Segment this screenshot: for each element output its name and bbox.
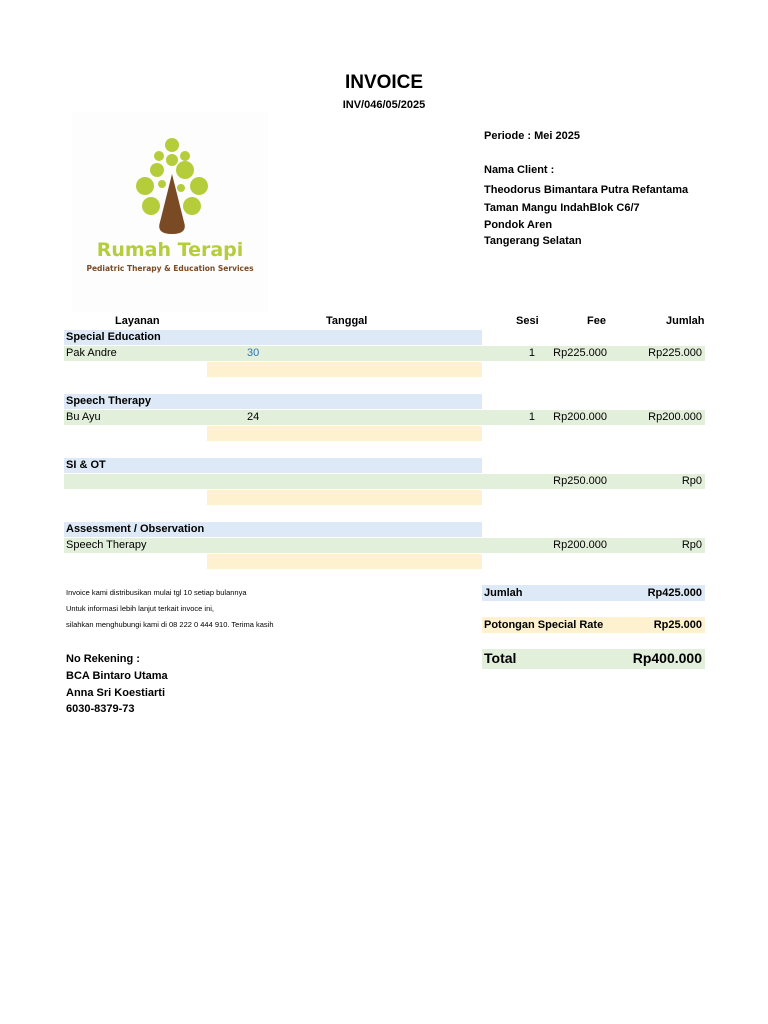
summary-potongan-label: Potongan Special Rate xyxy=(484,619,604,631)
summary-jumlah-value: Rp425.000 xyxy=(647,587,702,599)
header-layanan: Layanan xyxy=(115,315,160,327)
bank-name: BCA Bintaro Utama xyxy=(66,670,168,682)
invoice-title: INVOICE xyxy=(344,72,424,93)
header-tanggal: Tanggal xyxy=(326,315,368,327)
row-tanggal: 30 xyxy=(247,347,260,359)
tree-logo-icon xyxy=(72,112,268,312)
client-address-2: Pondok Aren xyxy=(484,219,553,231)
row-jumlah: Rp225.000 xyxy=(648,347,702,359)
summary-jumlah-label: Jumlah xyxy=(484,587,523,599)
category-band xyxy=(64,458,482,473)
bank-label: No Rekening : xyxy=(66,653,140,665)
header-fee: Fee xyxy=(587,315,606,327)
date-band xyxy=(207,554,482,569)
table-row xyxy=(64,538,705,553)
company-logo xyxy=(72,112,268,312)
logo-tagline-text: Pediatric Therapy & Education Services xyxy=(86,264,254,273)
row-jumlah: Rp0 xyxy=(681,539,702,551)
bank-account: 6030-8379-73 xyxy=(66,703,135,715)
category-label: SI & OT xyxy=(66,459,106,471)
category-label: Assessment / Observation xyxy=(66,523,205,535)
row-sesi: 1 xyxy=(528,347,535,359)
header-sesi: Sesi xyxy=(516,315,539,327)
row-fee: Rp200.000 xyxy=(553,539,607,551)
invoice-number: INV/046/05/2025 xyxy=(342,99,426,111)
client-address-1: Taman Mangu IndahBlok C6/7 xyxy=(484,202,640,214)
summary-total-value: Rp400.000 xyxy=(632,650,702,666)
summary-total-label: Total xyxy=(484,650,517,666)
row-fee: Rp250.000 xyxy=(553,475,607,487)
table-row xyxy=(64,474,705,489)
note-line-2: Untuk informasi lebih lanjut terkait invoce ini, xyxy=(66,604,214,613)
row-jumlah: Rp200.000 xyxy=(648,411,702,423)
category-label: Special Education xyxy=(66,331,161,343)
row-sesi: 1 xyxy=(528,411,535,423)
periode: Periode : Mei 2025 xyxy=(484,130,580,142)
note-line-3: silahkan menghubungi kami di 08 222 0 444 910. Terima kasih xyxy=(66,620,274,629)
table-row xyxy=(64,346,705,361)
row-item: Speech Therapy xyxy=(66,539,147,551)
summary-potongan-value: Rp25.000 xyxy=(653,619,702,631)
row-jumlah: Rp0 xyxy=(681,475,702,487)
note-line-1: Invoice kami distribusikan mulai tgl 10 setiap bulannya xyxy=(66,588,247,597)
header-jumlah: Jumlah xyxy=(666,315,705,327)
client-name: Theodorus Bimantara Putra Refantama xyxy=(484,184,689,196)
category-label: Speech Therapy xyxy=(66,395,151,407)
bank-holder: Anna Sri Koestiarti xyxy=(66,687,166,699)
row-fee: Rp225.000 xyxy=(553,347,607,359)
date-band xyxy=(207,426,482,441)
logo-name-text: Rumah Terapi xyxy=(96,239,244,261)
row-item: Bu Ayu xyxy=(66,411,101,423)
date-band xyxy=(207,362,482,377)
client-address-3: Tangerang Selatan xyxy=(484,235,582,247)
row-item: Pak Andre xyxy=(66,347,117,359)
date-band xyxy=(207,490,482,505)
row-fee: Rp200.000 xyxy=(553,411,607,423)
table-row xyxy=(64,410,705,425)
row-tanggal: 24 xyxy=(247,411,260,423)
client-label: Nama Client : xyxy=(484,164,555,176)
